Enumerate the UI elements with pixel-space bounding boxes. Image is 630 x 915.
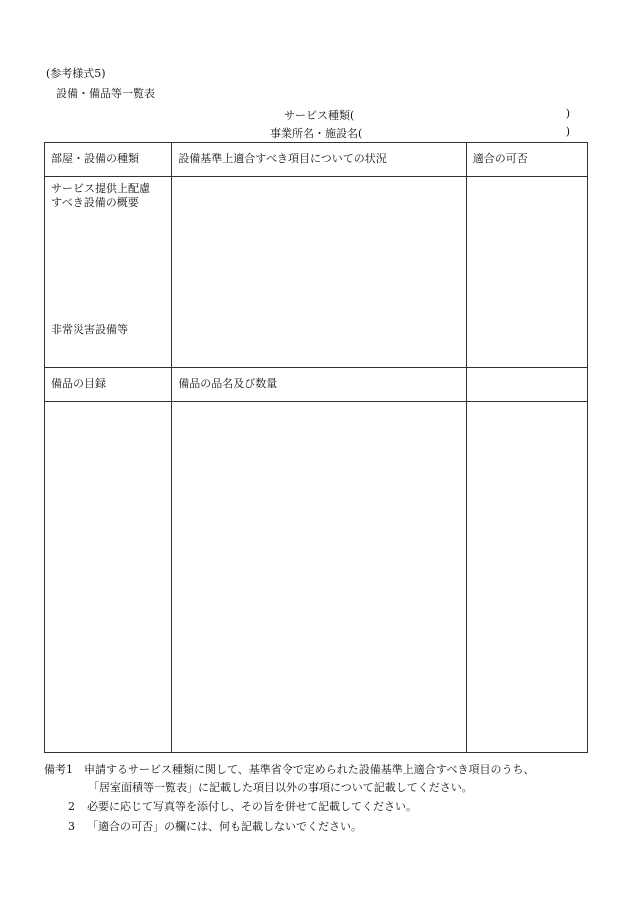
inventory-blank-header-cell — [466, 368, 587, 402]
note-3-number: 3 — [68, 820, 75, 833]
service-type-label: サービス種類( — [284, 109, 355, 122]
table-row — [45, 177, 588, 368]
facility-name-field[interactable] — [270, 125, 580, 139]
inventory-conformity-cell[interactable] — [466, 402, 587, 753]
note-2-text: 必要に応じて写真等を添付し、その旨を併せて記載してください。 — [87, 800, 417, 813]
header-room-type — [45, 143, 172, 177]
table-row — [45, 402, 588, 753]
equipment-status-cell[interactable] — [172, 177, 467, 368]
service-equipment-label: サービス提供上配慮 すべき設備の概要 — [51, 182, 150, 209]
facility-name-label: 事業所名・施設名( — [270, 127, 363, 140]
document-title: 設備・備品等一覧表 — [56, 87, 155, 100]
note-2 — [68, 800, 417, 814]
service-type-field[interactable] — [270, 107, 580, 121]
form-reference-number: (参考様式5) — [46, 67, 106, 80]
inventory-list-cell[interactable] — [45, 402, 172, 753]
inventory-header-cell — [45, 368, 172, 402]
note-1-line-2: 「居室面積等一覧表」に記載した項目以外の事項について記載してください。 — [88, 781, 473, 794]
inventory-items-header-cell — [172, 368, 467, 402]
note-3-text: 「適合の可否」の欄には、何も記載しないでください。 — [87, 820, 362, 833]
header-room-type-label: 部屋・設備の種類 — [51, 152, 139, 165]
header-conformity — [466, 143, 587, 177]
equipment-type-cell[interactable] — [45, 177, 172, 368]
note-3 — [68, 820, 362, 834]
note-tag: 備考1 — [44, 763, 73, 776]
inventory-blank-header-label — [467, 368, 587, 377]
equipment-conformity-cell[interactable] — [466, 177, 587, 368]
service-type-close-paren: ) — [565, 107, 570, 120]
header-conformity-label: 適合の可否 — [472, 152, 528, 165]
inventory-items-cell[interactable] — [172, 402, 467, 753]
inventory-header-label: 備品の目録 — [51, 377, 106, 390]
note-1 — [44, 763, 535, 777]
note-1-line-1: 申請するサービス種類に関して、基準省令で定められた設備基準上適合すべき項目のうち、 — [84, 763, 535, 776]
facility-name-close-paren: ) — [565, 125, 570, 138]
table-header-row — [45, 143, 588, 177]
header-status-label: 設備基準上適合すべき項目についての状況 — [178, 152, 387, 165]
note-2-number: 2 — [68, 800, 75, 813]
inventory-items-header-label: 備品の品名及び数量 — [178, 377, 278, 390]
equipment-table — [44, 142, 588, 753]
emergency-equipment-label: 非常災害設備等 — [51, 323, 128, 336]
header-status — [172, 143, 467, 177]
table-row — [45, 368, 588, 402]
